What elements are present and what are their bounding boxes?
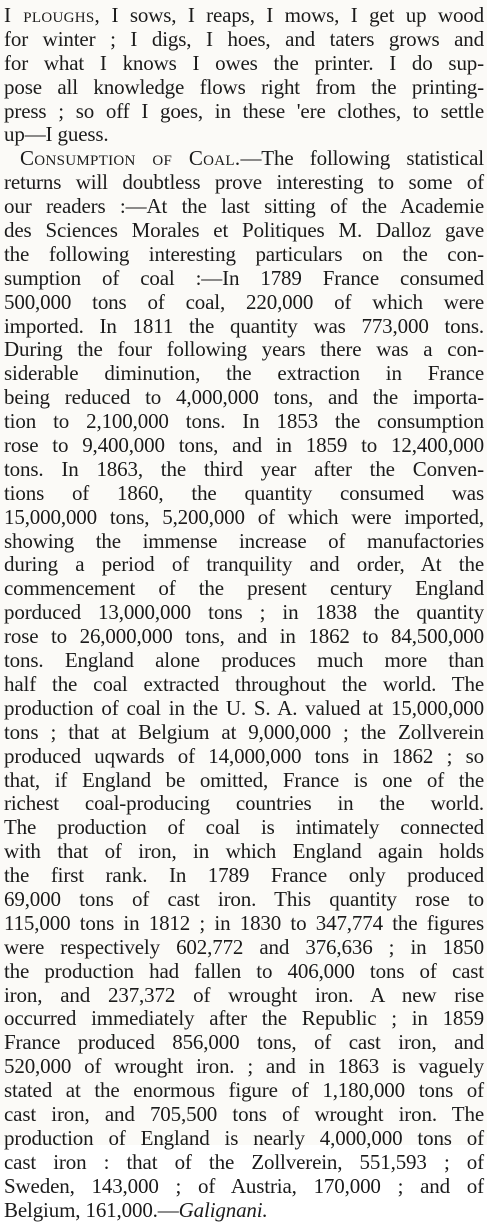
text-line: sumption of coal :—In 1789 France consumed	[4, 265, 484, 290]
text-line: 15,000,000 tons, 5,200,000 of which were imported,	[4, 504, 484, 529]
text-line: our readers :—At the last sitting of the Academie	[4, 194, 484, 219]
text-line: tons ; that at Belgium at 9,000,000 ; the Zollverein	[4, 719, 484, 744]
text-line: des Sciences Morales et Politiques M. Dalloz gave	[4, 218, 484, 243]
text-line: production of England is nearly 4,000,000 tons of	[4, 1125, 484, 1150]
text-line: porduced 13,000,000 tons ; in 1838 the quantity	[4, 600, 484, 625]
text-line: pose all knowledge flows right from the printing-	[4, 74, 484, 99]
text-line: rose to 26,000,000 tons, and in 1862 to 84,500,000	[4, 624, 484, 649]
text-line: siderable diminution, the extraction in France	[4, 361, 484, 386]
text-line: The production of coal is intimately connected	[4, 815, 484, 840]
text-line: rose to 9,400,000 tons, and in 1859 to 12,400,000	[4, 433, 484, 458]
text-line: During the four following years there was a con-	[4, 337, 484, 362]
text-line: were respectively 602,772 and 376,636 ; in 1850	[4, 934, 484, 959]
text-line: stated at the enormous figure of 1,180,000 tons of	[4, 1078, 484, 1103]
section-heading: Consumption of Coal.	[20, 146, 241, 171]
text-line: tion to 2,100,000 tons. In 1853 the consumption	[4, 409, 484, 434]
text-line: for winter ; I digs, I hoes, and taters grows and	[4, 26, 484, 51]
source-attribution: Galignani.	[178, 1197, 268, 1222]
text-line: produced uqwards of 14,000,000 tons in 1862 ; so	[4, 743, 484, 768]
text-line: half the coal extracted throughout the world. The	[4, 671, 484, 696]
text-line: being reduced to 4,000,000 tons, and the importa-	[4, 385, 484, 410]
text-line: production of coal in the U. S. A. valued at 15,000,000	[4, 695, 484, 720]
text-line: with that of iron, in which England again holds	[4, 839, 484, 864]
text-line: tons. England alone produces much more than	[4, 648, 484, 673]
paragraph-ploughs	[4, 4, 484, 147]
text-line: Sweden, 143,000 ; of Austria, 170,000 ; and of	[4, 1173, 484, 1198]
text-fragment: —The following statistical	[240, 146, 484, 171]
text-line: cast iron, and 705,500 tons of wrought iron. The	[4, 1101, 484, 1126]
text-line	[4, 1199, 484, 1222]
text-fragment: I sows, I reaps, I mows, I get up wood	[100, 3, 484, 27]
text-line: 115,000 tons in 1812 ; in 1830 to 347,774 the figures	[4, 910, 484, 935]
text-line: returns will doubtless prove interesting to some of	[4, 170, 484, 195]
text-line: showing the immense increase of manufactories	[4, 528, 484, 553]
text-line: press ; so off I goes, in these 'ere clothes, to settle	[4, 98, 484, 123]
text-line: occurred immediately after the Republic ; in 1859	[4, 1006, 484, 1031]
text-line: imported. In 1811 the quantity was 773,000 tons.	[4, 313, 484, 338]
text-line: 500,000 tons of coal, 220,000 of which were	[4, 289, 484, 314]
text-line: tions of 1860, the quantity consumed was	[4, 480, 484, 505]
text-line: tons. In 1863, the third year after the Conven-	[4, 456, 484, 481]
text-line: the first rank. In 1789 France only produced	[4, 863, 484, 888]
text-fragment: Belgium, 161,000.—	[4, 1197, 179, 1222]
text-line: the following interesting particulars on the con-	[4, 241, 484, 266]
text-line: 520,000 of wrought iron. ; and in 1863 is vaguely	[4, 1054, 484, 1079]
text-line: France produced 856,000 tons, of cast iron, and	[4, 1030, 484, 1055]
text-line: richest coal-producing countries in the world.	[4, 791, 484, 816]
text-line	[4, 147, 484, 171]
text-line: that, if England be omitted, France is one of the	[4, 767, 484, 792]
text-line	[4, 4, 484, 28]
text-line: for what I knows I owes the printer. I do sup-	[4, 50, 484, 75]
text-line: 69,000 tons of cast iron. This quantity rose to	[4, 886, 484, 911]
text-line: cast iron : that of the Zollverein, 551,593 ; of	[4, 1149, 484, 1174]
paragraph-consumption-of-coal	[4, 147, 484, 1222]
article-column	[4, 4, 484, 1222]
text-line: iron, and 237,372 of wrought iron. A new rise	[4, 982, 484, 1007]
text-line: up—I guess.	[4, 122, 109, 147]
text-line: during a period of tranquility and order, At the	[4, 552, 484, 577]
lead-in-smallcaps: I ploughs,	[4, 3, 101, 27]
text-line: the production had fallen to 406,000 tons of cast	[4, 958, 484, 983]
text-line: commencement of the present century England	[4, 576, 484, 601]
